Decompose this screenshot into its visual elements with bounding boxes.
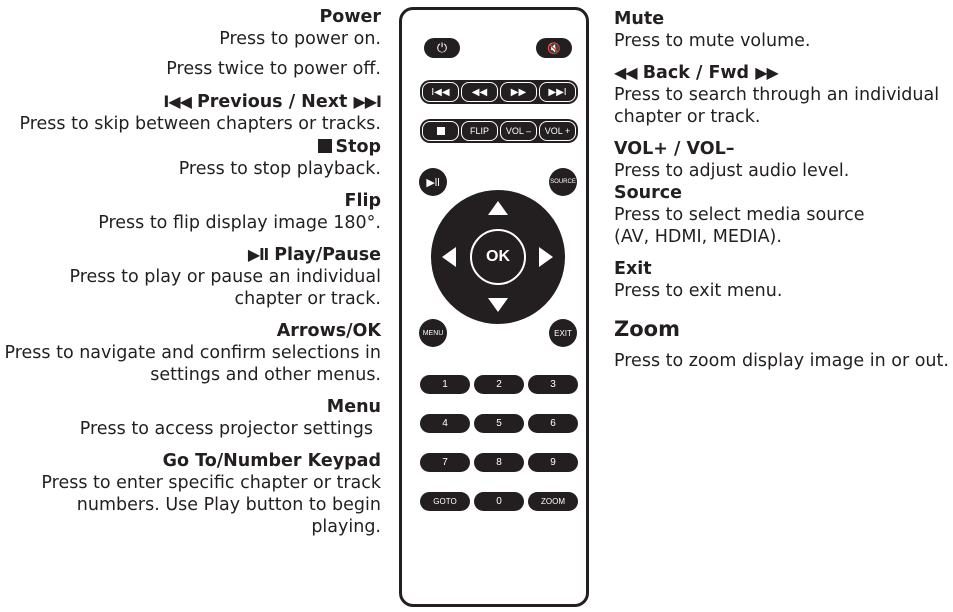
vol-minus-button[interactable]: VOL – (500, 121, 537, 141)
key-0[interactable]: 0 (474, 492, 524, 511)
previous-button[interactable]: I◀◀ (422, 82, 459, 102)
back-fwd-desc-2: chapter or track. (614, 107, 761, 127)
vol-desc: Press to adjust audio level. (614, 161, 850, 181)
key-3[interactable]: 3 (528, 375, 578, 394)
play-pause-button-icon: ▶ll (426, 176, 440, 189)
menu-desc: Press to access projector settings (79, 419, 373, 439)
flip-title: Flip (344, 191, 381, 211)
arrow-down-button[interactable] (488, 298, 508, 312)
key-9[interactable]: 9 (528, 453, 578, 472)
vol-title: VOL+ / VOL– (614, 139, 735, 159)
mute-title: Mute (614, 9, 665, 29)
exit-section (614, 258, 782, 302)
back-fwd-heading (614, 62, 939, 84)
goto-desc-3: playing. (311, 517, 381, 537)
transport-group (420, 80, 578, 104)
exit-title: Exit (614, 259, 652, 279)
goto-desc-2: numbers. Use Play button to begin (76, 495, 381, 515)
flip-section (98, 190, 381, 234)
exit-desc: Press to exit menu. (614, 281, 783, 301)
mute-button[interactable] (536, 38, 572, 58)
control-group (420, 119, 578, 143)
play-pause-desc-1: Press to play or pause an individual (69, 267, 381, 287)
source-desc-1: Press to select media source (614, 205, 865, 225)
menu-button[interactable] (419, 319, 447, 347)
stop-desc: Press to stop playback. (178, 159, 381, 179)
prev-next-desc: Press to skip between chapters or tracks. (19, 114, 381, 134)
exit-label: EXIT (554, 328, 572, 338)
prev-next-heading (19, 91, 381, 113)
arrows-ok-desc-2: settings and other menus. (150, 365, 381, 385)
source-label: SOURCE (550, 179, 576, 185)
key-6[interactable]: 6 (528, 414, 578, 433)
arrow-right-button[interactable] (539, 247, 553, 267)
menu-title: Menu (326, 397, 381, 417)
goto-section (41, 450, 381, 538)
source-desc-2: (AV, HDMI, MEDIA). (614, 227, 782, 247)
stop-icon (318, 139, 332, 153)
arrows-ok-title: Arrows/OK (276, 321, 381, 341)
stop-button-icon (437, 127, 445, 135)
goto-desc-1: Press to enter specific chapter or track (41, 473, 381, 493)
next-button[interactable]: ▶▶I (539, 82, 576, 102)
stop-button[interactable] (422, 121, 459, 141)
arrows-ok-desc-1: Press to navigate and confirm selections in (4, 343, 381, 363)
back-icon: ◀◀ (614, 63, 637, 82)
power-desc-1: Press to power on. (219, 29, 381, 49)
back-fwd-section (614, 62, 939, 128)
menu-label: MENU (422, 329, 444, 337)
power-desc-2: Press twice to power off. (166, 59, 381, 79)
stop-heading (179, 136, 381, 158)
source-section (614, 182, 865, 248)
ok-button[interactable]: OK (470, 229, 526, 285)
vol-section (614, 138, 849, 182)
zoom-title: Zoom (614, 317, 680, 341)
zoom-section (614, 316, 949, 372)
back-fwd-title: Back / Fwd (642, 63, 750, 83)
key-4[interactable]: 4 (420, 414, 470, 433)
rewind-button[interactable]: ◀◀ (461, 82, 498, 102)
menu-section (80, 396, 381, 440)
play-pause-button[interactable] (419, 168, 447, 196)
key-2[interactable]: 2 (474, 375, 524, 394)
vol-plus-button[interactable]: VOL + (539, 121, 576, 141)
play-pause-title: Play/Pause (274, 245, 381, 265)
key-5[interactable]: 5 (474, 414, 524, 433)
mute-desc: Press to mute volume. (614, 31, 811, 51)
zoom-button[interactable]: ZOOM (528, 492, 578, 511)
stop-title: Stop (335, 137, 381, 157)
flip-desc: Press to flip display image 180°. (98, 213, 381, 233)
back-fwd-desc-1: Press to search through an individual (614, 85, 940, 105)
remote-control (399, 7, 589, 607)
zoom-desc: Press to zoom display image in or out. (614, 351, 949, 371)
key-8[interactable]: 8 (474, 453, 524, 472)
play-pause-desc-2: chapter or track. (234, 289, 381, 309)
prev-next-title: Previous / Next (196, 92, 348, 112)
forward-button[interactable]: ▶▶ (500, 82, 537, 102)
exit-button[interactable] (549, 319, 577, 347)
mute-section (614, 8, 810, 52)
goto-button[interactable]: GOTO (420, 492, 470, 511)
goto-title: Go To/Number Keypad (162, 451, 381, 471)
play-pause-section (69, 244, 381, 310)
prev-next-section (19, 91, 381, 135)
power-title: Power (319, 7, 381, 27)
play-pause-heading (69, 244, 381, 266)
key-7[interactable]: 7 (420, 453, 470, 472)
power-section (166, 6, 381, 80)
arrow-left-button[interactable] (442, 247, 456, 267)
stop-section (179, 136, 381, 180)
previous-icon: I◀◀ (163, 92, 191, 111)
dpad (431, 190, 565, 324)
play-pause-icon: ▶ll (247, 245, 269, 264)
flip-button[interactable]: FLIP (461, 121, 498, 141)
power-button[interactable] (424, 38, 460, 58)
arrow-up-button[interactable] (488, 201, 508, 215)
power-icon: ⏻ (436, 40, 448, 55)
arrows-ok-section (4, 320, 381, 386)
fwd-icon: ▶▶ (755, 63, 778, 82)
key-1[interactable]: 1 (420, 375, 470, 394)
next-icon: ▶▶I (353, 92, 381, 111)
mute-icon: 🔇 (547, 42, 561, 55)
source-button[interactable] (549, 168, 577, 196)
source-title: Source (614, 183, 682, 203)
